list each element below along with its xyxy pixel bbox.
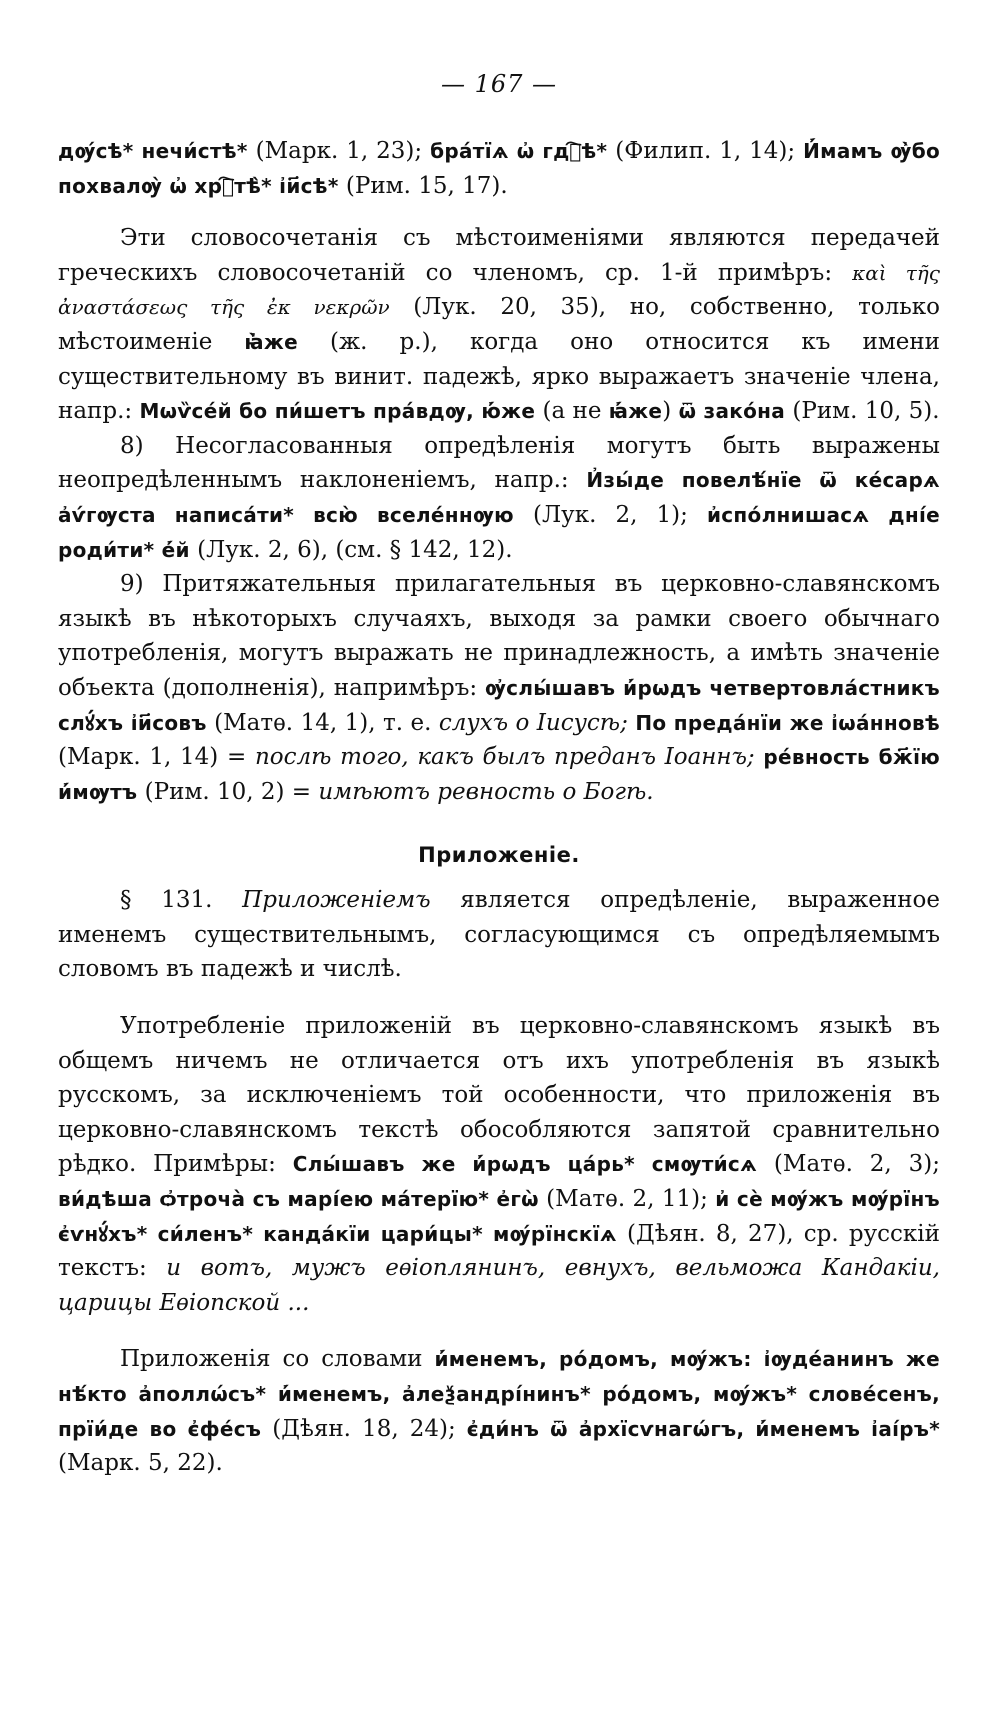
church-slavonic-quote: Мѡѷсе́й бо пи́шетъ пра́вдѹ,: [139, 399, 475, 424]
text-run: Эти словосочетанія съ мѣстоименіями являются передачей греческихъ словосочетаній со членомъ, ср. 1-й примѣръ:: [58, 225, 940, 286]
church-slavonic-quote: бра́тїѧ ѡ҆ гдⷭ҇ѣ*: [430, 139, 608, 163]
italic-gloss: слухъ о Іисусѣ;: [438, 709, 628, 736]
paragraph-names: [58, 1342, 940, 1480]
paragraph-usage: [58, 1009, 940, 1320]
italic-gloss: и вотъ, мужъ еѳіоплянинъ, евнухъ, вельможа Кандакіи, царицы Еѳіопской ...: [58, 1255, 940, 1316]
church-slavonic-quote: И҆́мамъ ѹ҆̀бо похвалѹ̀ ѡ҆ хрⷭ҇тѣ̀* і҆и҃сѣ*: [58, 139, 941, 198]
italic-gloss: = имѣютъ ревность о Богѣ.: [291, 778, 654, 805]
church-slavonic-quote: и҆спо́лнишасѧ дні́е роди́ти* е҆́й: [58, 502, 941, 562]
paragraph-item-8: [58, 429, 940, 567]
text-run: (Лук. 20, 35), но, собственно, только мѣстоименіе: [58, 294, 940, 355]
church-slavonic-quote: ѹ҆слы́шавъ и҆́рѡдъ четвертовла́стникъ слꙋ́хъ і҆и҃совъ: [58, 675, 940, 735]
section-heading: Приложеніе.: [418, 843, 580, 868]
church-slavonic-quote: ꙗ҆́же: [608, 399, 663, 424]
church-slavonic-quote: И҆зы́де повелѣ́нїе ѿ ке́сарѧ а҆ѵ́гѹста написа́ти* всю̀ вселе́ннѹю: [58, 468, 941, 527]
paragraph-examples-continued: [58, 134, 940, 203]
text-run: (Марк. 1, 23);: [247, 138, 431, 164]
text-run: (Рим. 15, 17).: [338, 172, 508, 199]
text-run: Приложенія со словами: [120, 1346, 435, 1373]
church-slavonic-quote: ꙗ҆̀же: [244, 329, 298, 354]
paragraph-pronoun-combinations: [58, 221, 940, 429]
church-slavonic-quote: ви́дѣша ѻ҆трочà съ марі́ею ма́терїю* е҆гѡ̀: [58, 1187, 539, 1212]
church-slavonic-quote: ю҆́же: [481, 399, 536, 424]
italic-term: Приложеніемъ: [242, 887, 431, 914]
text-run: Употребленіе приложеній въ церковно-славянскомъ языкѣ въ общемъ ничемъ не отличается отъ ихъ употребленія въ языкѣ русскомъ, за исключеніемъ той особенности, что приложенія въ церковно-славянскомъ текстѣ обособляются запятой сравнительно рѣдко. Примѣры:: [58, 1013, 940, 1178]
church-slavonic-quote: и҆́менемъ, ро́домъ, мѹ́жъ:: [434, 1347, 752, 1372]
text-run: (Рим. 10, 2): [137, 778, 292, 805]
text-run: является опредѣленіе, выраженное именемъ существительнымъ, согласующимся съ опредѣляемымъ словомъ въ падежѣ и числѣ.: [58, 887, 940, 983]
text-run: (Дѣян. 8, 27), ср. русскій текстъ:: [58, 1220, 940, 1282]
text-run: (Лук. 2, 1);: [513, 501, 707, 528]
church-slavonic-quote: и҆ сѐ мѹ́жъ мѹ́рїнъ є҆ѵнꙋ́хъ* си́ленъ* канда́кїи цари́цы* мѹ́рїнскїѧ: [58, 1187, 941, 1246]
text-run: 9) Притяжательныя прилагательныя въ церковно-славянскомъ языкѣ въ нѣкоторыхъ случаяхъ, выходя за рамки своего обычнаго употребленія, могутъ выражать не принадлежность, а имѣть значеніе объекта (дополненія), напримѣръ:: [58, 571, 940, 701]
church-slavonic-quote: дѹ́сѣ* нечи́стѣ*: [58, 139, 248, 163]
text-run: (Филип. 1, 14);: [607, 138, 804, 164]
text-run: ): [662, 398, 679, 425]
church-slavonic-quote: ѿ зако́на: [678, 399, 786, 424]
page-number: — 167 —: [440, 70, 558, 98]
text-run: (Марк. 5, 22).: [58, 1450, 223, 1477]
text-run: [752, 1346, 764, 1372]
text-run: (Рим. 10, 5).: [785, 398, 940, 425]
church-slavonic-quote: Слы́шавъ же и҆́рѡдъ ца́рь* смѹти́сѧ: [292, 1152, 758, 1177]
text-run: (Дѣян. 18, 24);: [261, 1415, 467, 1442]
text-run: (Лук. 2, 6), (см. § 142, 12).: [189, 536, 513, 563]
text-run: (Матѳ. 2, 11);: [538, 1186, 716, 1213]
text-run: (Матѳ. 14, 1), т. е.: [206, 709, 439, 736]
church-slavonic-quote: ре́вность бж҃їю и҆́мѹтъ: [58, 745, 941, 804]
greek-quote: καὶ τῆς ἀναστάσεως τῆς ἐκ νεκρῶν: [58, 260, 940, 320]
text-run: (Матѳ. 2, 3);: [757, 1151, 940, 1178]
text-run: § 131.: [120, 887, 243, 914]
text-run: (Марк. 1, 14): [58, 744, 227, 771]
text-run: (а не: [535, 398, 609, 425]
italic-gloss: = послѣ того, какъ былъ преданъ Іоаннъ;: [226, 744, 755, 771]
church-slavonic-quote: По преда́нїи же і҆ѡа́нновѣ: [635, 710, 941, 735]
text-run: (ж. р.), когда оно относится къ имени существительному въ винит. падежѣ, ярко выражаетъ значеніе члена, напр.:: [58, 328, 940, 425]
text-run: 8) Несогласованныя опредѣленія могутъ быть выражены неопредѣленнымъ наклоненіемъ, напр.:: [58, 432, 940, 494]
paragraph-item-9: [58, 567, 940, 809]
church-slavonic-quote: є҆ди́нъ ѿ а҆рхїсѵнагѡ́гъ, и҆́менемъ і҆аі́ръ*: [466, 1416, 940, 1441]
church-slavonic-quote: і҆ѹде́анинъ же нѣ́кто а҆поллѡ́съ* и҆́менемъ, а҆леѯандрі́нинъ* ро́домъ, мѹ́жъ* слове́сенъ, прїи́де во є҆фе́съ: [58, 1347, 940, 1441]
paragraph-section-131: [58, 883, 940, 987]
